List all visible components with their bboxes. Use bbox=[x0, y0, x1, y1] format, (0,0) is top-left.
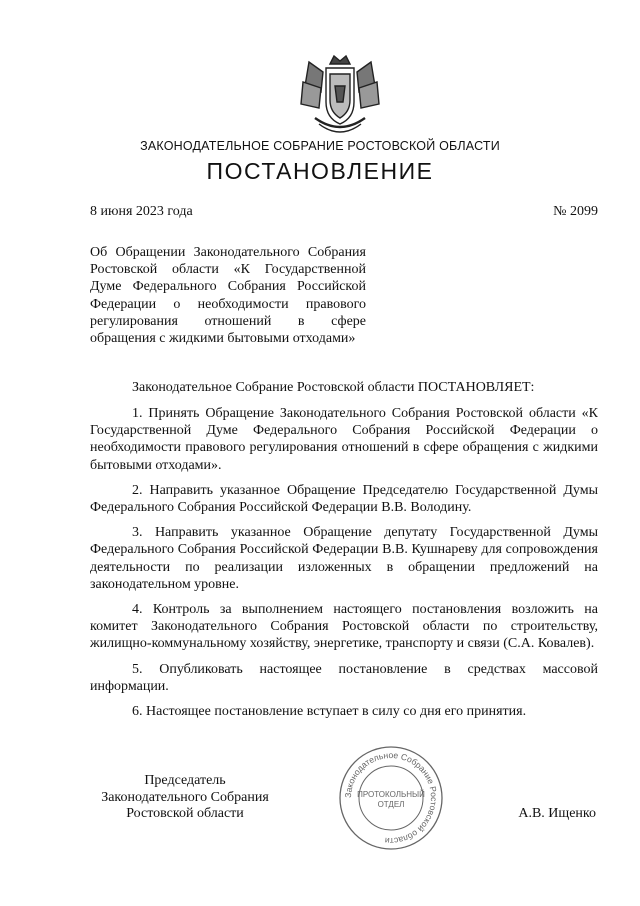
resolution-item: 4. Контроль за выполнением настоящего постановления возложить на комитет Законодательного Собрания Ростовской области по строительству, жилищно-коммунальному хозяйству, энергетике, транспорту и связи (С.А. Ковалев). bbox=[90, 602, 598, 652]
signatory-name: А.В. Ищенко bbox=[518, 806, 596, 821]
preamble: Законодательное Собрание Ростовской области ПОСТАНОВЛЯЕТ: bbox=[132, 380, 535, 395]
resolution-item: 5. Опубликовать настоящее постановление в средствах массовой информации. bbox=[90, 661, 598, 694]
document-date: 8 июня 2023 года bbox=[90, 204, 193, 219]
document-subject: Об Обращении Законодательного Собрания Ростовской области «К Государственной Думе Федерального Собрания Российской Федерации о необходимости правового регулирования отношений в сфере обращения с жидкими бытовыми отходами» bbox=[90, 245, 366, 347]
resolution-items bbox=[90, 405, 598, 728]
document-number: № 2099 bbox=[553, 204, 598, 219]
document-type-title: ПОСТАНОВЛЕНИЕ bbox=[206, 158, 434, 184]
protocol-department-stamp bbox=[337, 744, 445, 852]
signatory-line: Законодательного Собрания bbox=[101, 789, 269, 805]
resolution-item: 1. Принять Обращение Законодательного Собрания Ростовской области «К Государственной Думе Федерального Собрания Российской Федерации о необходимости правового регулирования отношений в сфере обращения с жидкими бытовыми отходами». bbox=[90, 406, 598, 473]
resolution-item: 2. Направить указанное Обращение Председателю Государственной Думы Федерального Собрания Российской Федерации В.В. Володину. bbox=[90, 482, 598, 516]
stamp-outer-text: Законодательное Собрание Ростовской области bbox=[342, 749, 440, 847]
resolution-item: 6. Настоящее постановление вступает в силу со дня его принятия. bbox=[132, 704, 527, 720]
signatory-line: Ростовской области bbox=[126, 806, 244, 821]
signatory-position bbox=[80, 773, 290, 823]
organization-title: ЗАКОНОДАТЕЛЬНОЕ СОБРАНИЕ РОСТОВСКОЙ ОБЛАСТИ bbox=[140, 139, 500, 153]
coat-of-arms-emblem bbox=[299, 52, 381, 136]
signatory-line: Председатель bbox=[144, 773, 226, 788]
resolution-item: 3. Направить указанное Обращение депутату Государственной Думы Федерального Собрания Российской Федерации В.В. Кушнареву для сопровождения деятельности по реализации изложенных в обращении предложений на законодательном уровне. bbox=[90, 525, 598, 592]
stamp-inner-line: ОТДЕЛ bbox=[377, 800, 405, 809]
stamp-inner-line: ПРОТОКОЛЬНЫЙ bbox=[357, 790, 425, 799]
